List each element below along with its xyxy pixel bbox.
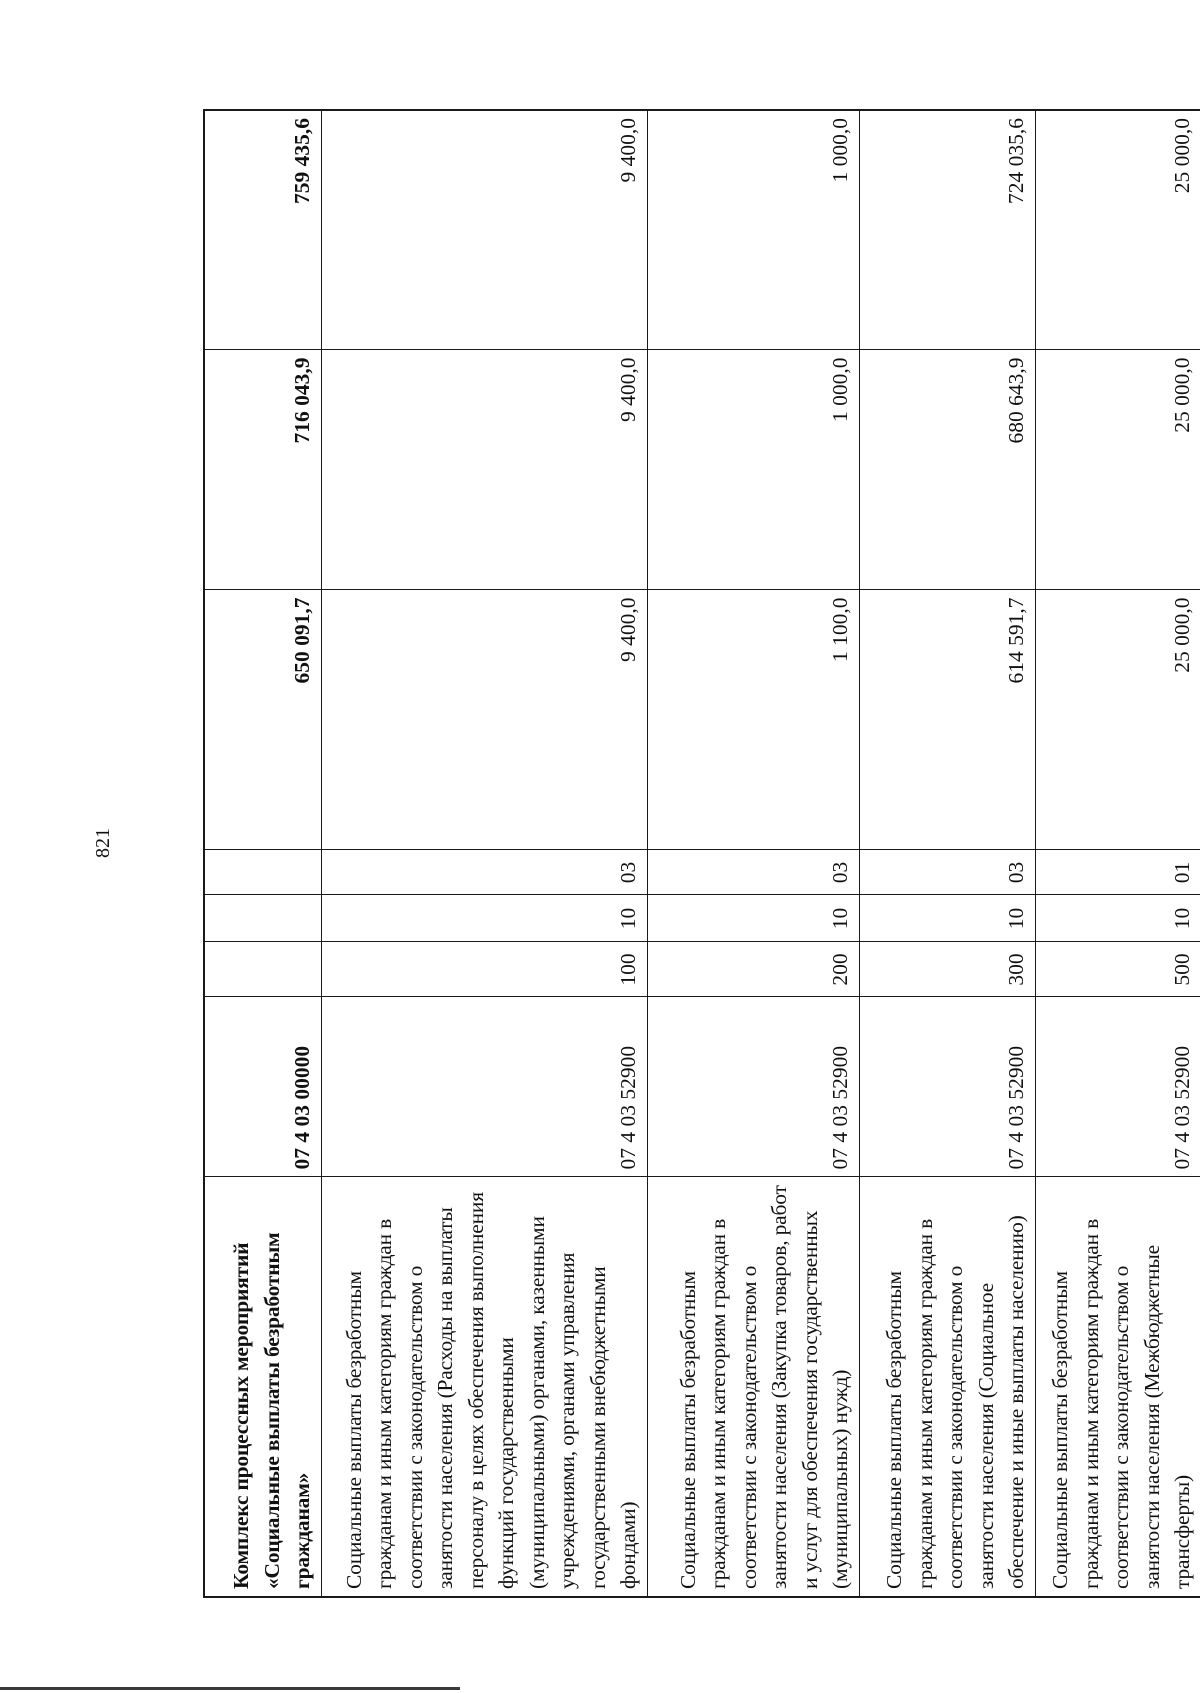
subsection-code: 01 xyxy=(1035,850,1200,895)
amount-year-1: 614 591,7 xyxy=(859,590,1035,850)
budget-table xyxy=(203,109,1200,1598)
expense-type-code: 100 xyxy=(321,942,647,997)
amount-year-3: 1 000,0 xyxy=(647,110,859,350)
row-description: Социальные выплаты безработным гражданам и иным категориям граждан в соответствии с законодательством о занятости населения (Закупка товаров, работ и услуг для обеспечения государственных (муниципальных) нужд) xyxy=(647,1177,859,1597)
amount-year-1: 1 100,0 xyxy=(647,590,859,850)
table-row xyxy=(859,110,1035,1597)
amount-year-3: 25 000,0 xyxy=(1035,110,1200,350)
amount-year-2: 716 043,9 xyxy=(204,350,321,590)
expense-type-code: 300 xyxy=(859,942,1035,997)
amount-year-2: 25 000,0 xyxy=(1035,350,1200,590)
rotated-table-wrapper xyxy=(203,111,1200,1598)
section-code xyxy=(204,895,321,942)
subsection-code: 03 xyxy=(647,850,859,895)
subsection-code: 03 xyxy=(859,850,1035,895)
table-row xyxy=(1035,110,1200,1597)
target-article-code: 07 4 03 52900 xyxy=(647,997,859,1177)
expense-type-code: 500 xyxy=(1035,942,1200,997)
amount-year-3: 9 400,0 xyxy=(321,110,647,350)
scan-edge-line xyxy=(0,1687,460,1690)
section-code: 10 xyxy=(1035,895,1200,942)
section-code: 10 xyxy=(859,895,1035,942)
amount-year-2: 1 000,0 xyxy=(647,350,859,590)
amount-year-3: 759 435,6 xyxy=(204,110,321,350)
section-code: 10 xyxy=(321,895,647,942)
table-row xyxy=(204,110,321,1597)
amount-year-2: 680 643,9 xyxy=(859,350,1035,590)
table-row xyxy=(647,110,859,1597)
target-article-code: 07 4 03 52900 xyxy=(1035,997,1200,1177)
expense-type-code: 200 xyxy=(647,942,859,997)
subsection-code: 03 xyxy=(321,850,647,895)
target-article-code: 07 4 03 52900 xyxy=(321,997,647,1177)
amount-year-2: 9 400,0 xyxy=(321,350,647,590)
page-number: 821 xyxy=(92,828,114,858)
table-row xyxy=(321,110,647,1597)
target-article-code: 07 4 03 52900 xyxy=(859,997,1035,1177)
target-article-code: 07 4 03 00000 xyxy=(204,997,321,1177)
section-code: 10 xyxy=(647,895,859,942)
subsection-code xyxy=(204,850,321,895)
expense-type-code xyxy=(204,942,321,997)
amount-year-1: 25 000,0 xyxy=(1035,590,1200,850)
row-description: Социальные выплаты безработным гражданам и иным категориям граждан в соответствии с законодательством о занятости населения (Межбюджетные трансферты) xyxy=(1035,1177,1200,1597)
amount-year-1: 9 400,0 xyxy=(321,590,647,850)
row-description: Социальные выплаты безработным гражданам и иным категориям граждан в соответствии с законодательством о занятости населения (Социальное обеспечение и иные выплаты населению) xyxy=(859,1177,1035,1597)
row-description: Комплекс процессных мероприятий «Социальные выплаты безработным гражданам» xyxy=(204,1177,321,1597)
amount-year-3: 724 035,6 xyxy=(859,110,1035,350)
row-description: Социальные выплаты безработным гражданам и иным категориям граждан в соответствии с законодательством о занятости населения (Расходы на выплаты персоналу в целях обеспечения выполнения функций государственными (муниципальными) органами, казенными учреждениями, органами управления государственными внебюджетными фондами) xyxy=(321,1177,647,1597)
amount-year-1: 650 091,7 xyxy=(204,590,321,850)
